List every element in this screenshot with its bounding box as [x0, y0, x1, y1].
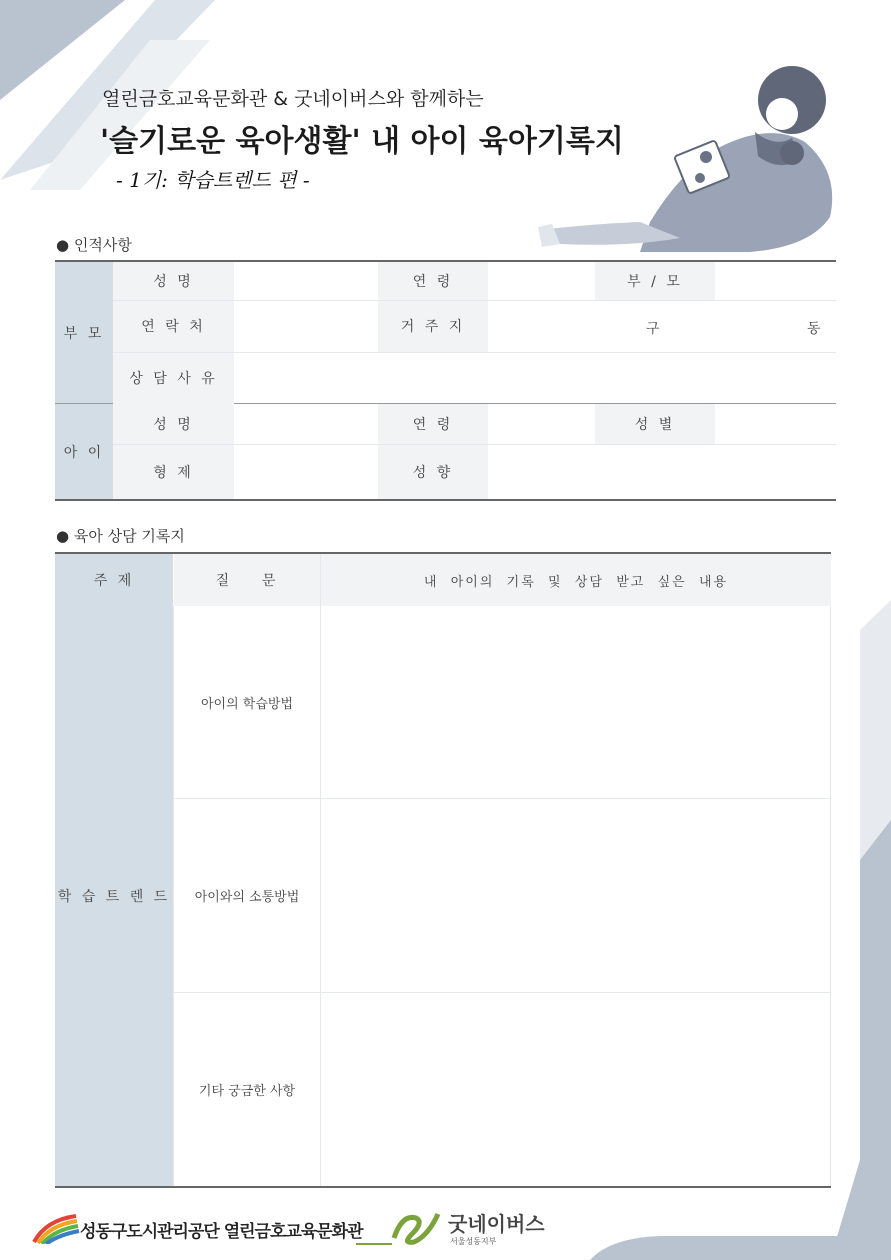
dong-label: 동 [807, 321, 821, 337]
answer-field-1[interactable] [321, 606, 830, 798]
gu-label: 구 [646, 321, 660, 337]
child-gender-label: 성 별 [634, 417, 676, 433]
child-gender-field[interactable] [715, 404, 836, 444]
parent-contact-field[interactable] [234, 300, 378, 352]
parent-name-label: 성 명 [153, 274, 194, 290]
counseling-record-table [55, 552, 831, 1188]
child-name-label: 성 명 [153, 417, 194, 433]
footer-org2-sub: 서울성동지부 [450, 1237, 497, 1246]
child-name-field[interactable] [234, 404, 378, 444]
child-temperament-field[interactable] [488, 444, 836, 499]
seongdong-logo [32, 1214, 80, 1244]
document-title: '슬기로운 육아생활' 내 아이 육아기록지 [100, 124, 624, 159]
question-other-questions: 기타 궁금한 사항 [198, 1084, 296, 1099]
parent-age-label: 연 령 [412, 274, 454, 290]
parent-residence-label: 거 주 지 [400, 319, 466, 335]
topic-cell [55, 606, 173, 1186]
parent-group-cell [55, 262, 113, 403]
personal-info-table [55, 260, 836, 501]
header-subtitle: 열린금호교육문화관 & 굿네이버스와 함께하는 [102, 88, 484, 110]
edition-label: - 1기: 학습트렌드 편 - [116, 168, 310, 192]
header-topic-label: 주 제 [93, 573, 135, 589]
parent-reason-label: 상 담 사 유 [129, 370, 218, 387]
parent-contact-label: 연 락 처 [141, 319, 206, 335]
goodneighbors-logo [354, 1208, 444, 1248]
question-row-1 [174, 606, 320, 798]
footer-org2: 굿네이버스 [448, 1212, 545, 1236]
answer-field-2[interactable] [321, 799, 830, 992]
question-communication-method: 아이와의 소통방법 [194, 890, 300, 905]
header-question-label: 질 문 [215, 573, 279, 589]
parent-relation-label: 부 / 모 [627, 274, 683, 290]
child-age-label: 연 령 [412, 417, 454, 433]
parent-group-label: 부 모 [63, 325, 105, 342]
parent-reason-field[interactable] [234, 352, 836, 403]
section-heading-personal-info: ● 인적사항 [56, 236, 132, 254]
parent-age-field[interactable] [488, 262, 595, 300]
answer-field-3[interactable] [321, 993, 830, 1186]
child-group-cell [55, 404, 113, 499]
child-temperament-label: 성 향 [412, 464, 454, 481]
question-row-3 [174, 993, 320, 1186]
topic-label: 학 습 트 렌 드 [57, 889, 171, 905]
parent-name-field[interactable] [234, 262, 378, 300]
child-siblings-label: 형 제 [153, 464, 194, 481]
child-group-label: 아 이 [63, 444, 105, 461]
question-row-2 [174, 799, 320, 992]
header-topic-cell [55, 554, 173, 606]
header-question-cell [174, 554, 320, 606]
child-siblings-field[interactable] [234, 444, 378, 499]
parent-relation-field[interactable] [715, 262, 836, 300]
parent-residence-field[interactable] [488, 300, 836, 352]
question-learning-method: 아이의 학습방법 [200, 696, 294, 712]
header-content-label: 내 아이의 기록 및 상담 받고 싶은 내용 [423, 574, 729, 590]
child-age-field[interactable] [488, 404, 595, 444]
section-heading-counseling-record: ● 육아 상담 기록지 [56, 527, 185, 545]
header-content-cell [321, 554, 831, 606]
footer-org1: 성동구도시관리공단 열린금호교육문화관 [80, 1222, 363, 1242]
